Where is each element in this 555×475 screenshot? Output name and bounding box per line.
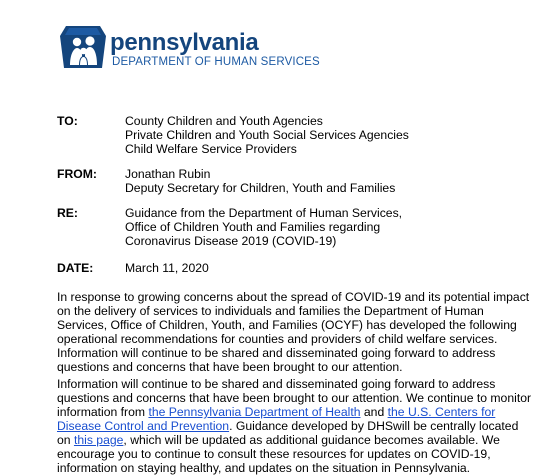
paragraph-line: on the delivery of services to individuals and families the Department of Human (57, 304, 484, 318)
to-label: TO: (57, 114, 78, 128)
paragraph-line: Services, Office of Children, Youth, and Families (OCYF) has developed the following (57, 318, 517, 332)
re-subject (125, 206, 402, 248)
from-line: Deputy Secretary for Children, Youth and Families (125, 181, 396, 195)
text-segment: information from (57, 405, 149, 419)
paragraph-line (57, 419, 519, 433)
to-line: County Children and Youth Agencies (125, 114, 323, 128)
re-label: RE: (57, 206, 78, 220)
keystone-family-icon (58, 24, 108, 70)
date-value (125, 261, 209, 275)
from-sender (125, 167, 395, 195)
paragraph-line (57, 405, 507, 419)
re-line: Office of Children Youth and Families regarding (125, 220, 381, 234)
text-segment: , which will be updated as additional guidance becomes available. We (123, 433, 500, 447)
paragraph-line: In response to growing concerns about the spread of COVID-19 and its potential impact (57, 290, 530, 304)
paragraph-line: information on staying healthy, and updates on the situation in Pennsylvania. (57, 461, 471, 475)
cdc-link-continued[interactable]: Disease Control and Prevention (57, 419, 230, 433)
this-page-link[interactable]: this page (73, 433, 124, 447)
to-line: Private Children and Youth Social Services Agencies (125, 128, 409, 142)
from-label: FROM: (57, 167, 97, 181)
text-segment: . Guidance developed by DHSwill be centrally located (229, 419, 519, 433)
text-segment: and (360, 405, 388, 419)
paragraph-line: questions and concerns that have been brought to our attention. (57, 360, 403, 374)
paragraph-line: Information will continue to be shared and disseminated going forward to address (57, 346, 496, 360)
body-paragraph-2 (57, 377, 532, 475)
to-line: Child Welfare Service Providers (125, 142, 297, 156)
dhs-logo (58, 24, 320, 74)
from-line: Jonathan Rubin (125, 167, 211, 181)
pennsylvania-wordmark: pennsylvania (110, 29, 259, 56)
paragraph-line: operational recommendations for counties and providers of child welfare services. (57, 332, 498, 346)
body-paragraph-1 (57, 290, 530, 374)
pa-health-link[interactable]: the Pennsylvania Department of Health (148, 405, 361, 419)
paragraph-line: questions and concerns that have been brought to our attention. We continue to monitor (57, 391, 532, 405)
date-text: March 11, 2020 (125, 261, 209, 275)
cdc-link[interactable]: the U.S. Centers for (387, 405, 496, 419)
re-line: Coronavirus Disease 2019 (COVID-19) (125, 234, 337, 248)
text-segment: on (57, 433, 74, 447)
paragraph-line: encourage you to continue to consult these resources for updates on COVID-19, (57, 447, 491, 461)
department-name: DEPARTMENT OF HUMAN SERVICES (112, 56, 320, 68)
paragraph-line: Information will continue to be shared and disseminated going forward to address (57, 377, 496, 391)
to-recipients (125, 114, 409, 156)
paragraph-line (57, 433, 507, 447)
re-line: Guidance from the Department of Human Services, (125, 206, 403, 220)
date-label: DATE: (57, 261, 94, 275)
